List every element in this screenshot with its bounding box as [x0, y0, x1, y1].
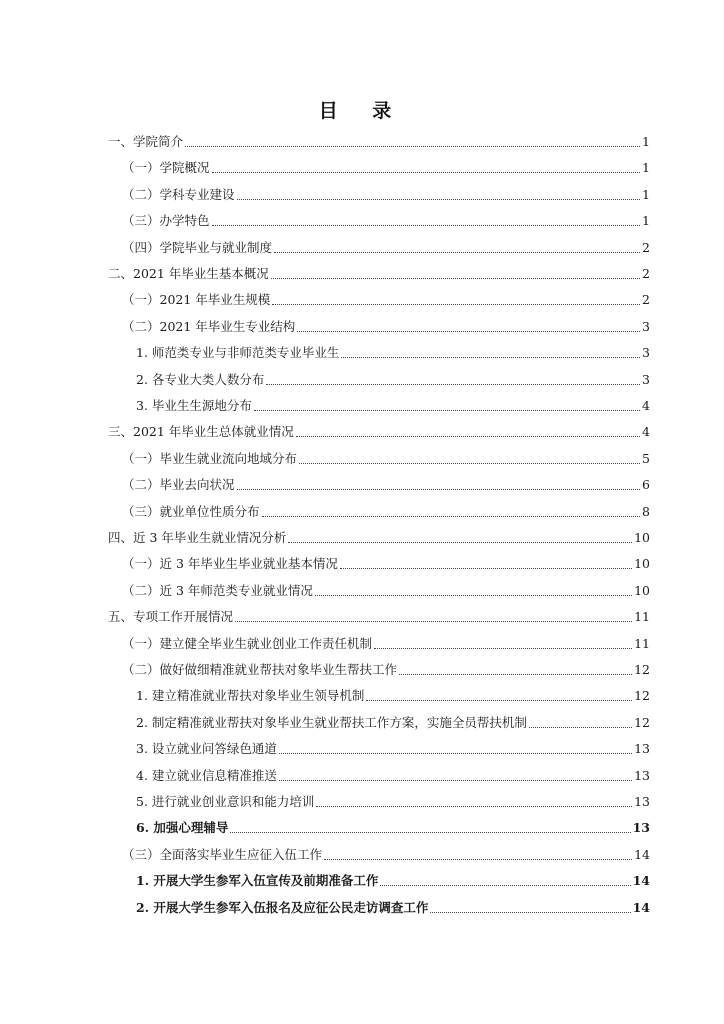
toc-entry-label: 6. 加强心理辅导: [136, 820, 229, 836]
toc-page-number: 2: [642, 266, 650, 281]
dot-leader: [340, 556, 632, 569]
toc-entry-label: （二）2021 年毕业生专业结构: [122, 318, 296, 334]
toc-entry[interactable]: [122, 656, 650, 678]
dot-leader: [271, 266, 640, 279]
toc-entry[interactable]: [136, 392, 650, 414]
dot-leader: [296, 424, 640, 437]
dot-leader: [274, 240, 640, 253]
toc-page-number: 3: [642, 371, 650, 387]
toc-entry-label: 1. 师范类专业与非师范类专业毕业生: [136, 345, 340, 361]
toc-entry-label: （一）学院概况: [122, 160, 210, 176]
toc-entry[interactable]: [122, 471, 650, 493]
toc-entry[interactable]: [108, 260, 650, 282]
toc-entry-label: 二、2021 年毕业生基本概况: [108, 266, 269, 281]
toc-entry[interactable]: [136, 762, 650, 784]
toc-page-number: 1: [642, 160, 650, 176]
dot-leader: [237, 187, 640, 200]
toc-page-number: 12: [634, 714, 650, 730]
toc-title: 目 录: [318, 100, 406, 122]
toc-entry[interactable]: [108, 418, 650, 440]
toc-entry[interactable]: [122, 630, 650, 652]
toc-page-number: 1: [642, 186, 650, 202]
toc-page-number: 14: [634, 846, 650, 862]
toc-page-number: 8: [642, 503, 650, 519]
toc-entry-label: （四）学院毕业与就业制度: [122, 239, 273, 255]
toc-entry-label: （三）全面落实毕业生应征入伍工作: [122, 846, 323, 862]
toc-page-number: 4: [642, 398, 650, 413]
toc-page-number: 4: [642, 424, 650, 440]
toc-entry-label: （一）毕业生就业流向地域分布: [122, 450, 298, 466]
toc-entry[interactable]: [136, 682, 650, 704]
toc-entry[interactable]: [122, 181, 650, 203]
toc-entry-label: 2. 开展大学生参军入伍报名及应征公民走访调查工作: [136, 899, 429, 915]
toc-entry-label: （二）近 3 年师范类专业就业情况: [122, 582, 313, 598]
toc-entry[interactable]: [122, 154, 650, 176]
toc-entry-label: 2. 制定精准就业帮扶对象毕业生就业帮扶工作方案，实施全员帮扶机制: [136, 714, 527, 730]
toc-entry[interactable]: [136, 894, 650, 916]
toc-page-number: 11: [634, 635, 650, 651]
dot-leader: [324, 847, 632, 860]
dot-leader: [380, 873, 630, 886]
toc-entry[interactable]: [122, 286, 650, 308]
toc-entry[interactable]: [122, 313, 650, 335]
dot-leader: [299, 451, 640, 464]
toc-page-number: 2: [642, 292, 650, 308]
toc-entry[interactable]: [136, 709, 650, 731]
dot-leader: [279, 768, 632, 781]
toc-entry-label: 3. 毕业生生源地分布: [136, 398, 252, 413]
toc-page-number: 13: [634, 767, 650, 783]
dot-leader: [272, 292, 640, 305]
toc-entry[interactable]: [136, 788, 650, 810]
toc-entry-label: （一）建立健全毕业生就业创业工作责任机制: [122, 635, 373, 651]
dot-leader: [237, 477, 640, 490]
toc-entry[interactable]: [136, 366, 650, 388]
toc-page-number: 14: [632, 899, 650, 915]
toc-entry-label: （一）2021 年毕业生规模: [122, 292, 271, 308]
toc-entry-label: 三、2021 年毕业生总体就业情况: [108, 424, 294, 440]
dot-leader: [288, 530, 632, 543]
toc-page-number: 10: [634, 530, 650, 545]
toc-page-number: 1: [642, 134, 650, 149]
toc-page-number: 14: [632, 873, 650, 889]
toc-page-number: 1: [642, 213, 650, 229]
toc-entry-label: 一、学院简介: [108, 134, 184, 149]
toc-entry-label: 4. 建立就业信息精准推送: [136, 767, 277, 783]
toc-entry[interactable]: [136, 814, 650, 836]
toc-entry[interactable]: [122, 234, 650, 256]
toc-entry-label: 四、近 3 年毕业生就业情况分析: [108, 530, 287, 545]
toc-entry-label: 五、专项工作开展情况: [108, 609, 234, 625]
toc-entry-label: 2. 各专业大类人数分布: [136, 371, 265, 387]
toc-page-number: 6: [642, 477, 650, 493]
toc-entry[interactable]: [122, 550, 650, 572]
dot-leader: [235, 609, 632, 622]
toc-page-number: 3: [642, 318, 650, 334]
toc-page-number: 13: [634, 794, 650, 809]
toc-entry[interactable]: [122, 577, 650, 599]
toc-page-number: 10: [634, 556, 650, 572]
dot-leader: [230, 820, 630, 833]
toc-entry[interactable]: [136, 339, 650, 361]
toc-entry-label: （三）就业单位性质分布: [122, 503, 260, 519]
dot-leader: [341, 345, 640, 358]
dot-leader: [212, 160, 640, 173]
toc-entry-label: （二）做好做细精准就业帮扶对象毕业生帮扶工作: [122, 662, 398, 677]
toc-entry[interactable]: [122, 207, 650, 229]
toc-page-number: 13: [632, 820, 650, 836]
toc-entry-label: （三）办学特色: [122, 213, 210, 229]
toc-entry-label: 1. 建立精准就业帮扶对象毕业生领导机制: [136, 688, 365, 704]
dot-leader: [254, 398, 640, 411]
toc-entry[interactable]: [122, 841, 650, 863]
toc-page-number: 13: [634, 741, 650, 757]
toc-entry[interactable]: [108, 128, 650, 150]
toc-entry-label: （二）毕业去向状况: [122, 477, 235, 493]
dot-leader: [316, 794, 632, 807]
dot-leader: [185, 134, 640, 147]
toc-entry[interactable]: [108, 603, 650, 625]
dot-leader: [366, 688, 632, 701]
toc-entry-label: （二）学科专业建设: [122, 186, 235, 202]
dot-leader: [529, 715, 632, 728]
toc-entry[interactable]: [122, 445, 650, 467]
dot-leader: [430, 900, 630, 913]
toc-page-number: 10: [634, 582, 650, 598]
toc-entry[interactable]: [122, 498, 650, 520]
toc-page-number: 12: [634, 662, 650, 677]
toc-page-number: 3: [642, 345, 650, 361]
toc-entry-label: 3. 设立就业问答绿色通道: [136, 741, 277, 757]
toc-page-number: 11: [634, 609, 650, 625]
toc-entry[interactable]: [136, 735, 650, 757]
dot-leader: [315, 583, 632, 596]
dot-leader: [399, 662, 632, 675]
toc-page-number: 2: [642, 239, 650, 255]
toc-entry-label: （一）近 3 年毕业生毕业就业基本情况: [122, 556, 338, 572]
toc-entry-label: 1. 开展大学生参军入伍宣传及前期准备工作: [136, 873, 379, 889]
toc-entry-label: 5. 进行就业创业意识和能力培训: [136, 794, 315, 809]
toc-page-number: 5: [642, 450, 650, 466]
dot-leader: [212, 213, 640, 226]
dot-leader: [266, 372, 640, 385]
dot-leader: [262, 504, 640, 517]
toc-entry[interactable]: [108, 524, 650, 546]
dot-leader: [297, 319, 640, 332]
toc-entry[interactable]: [136, 867, 650, 889]
dot-leader: [374, 636, 632, 649]
dot-leader: [279, 741, 632, 754]
toc-page-number: 12: [634, 688, 650, 704]
